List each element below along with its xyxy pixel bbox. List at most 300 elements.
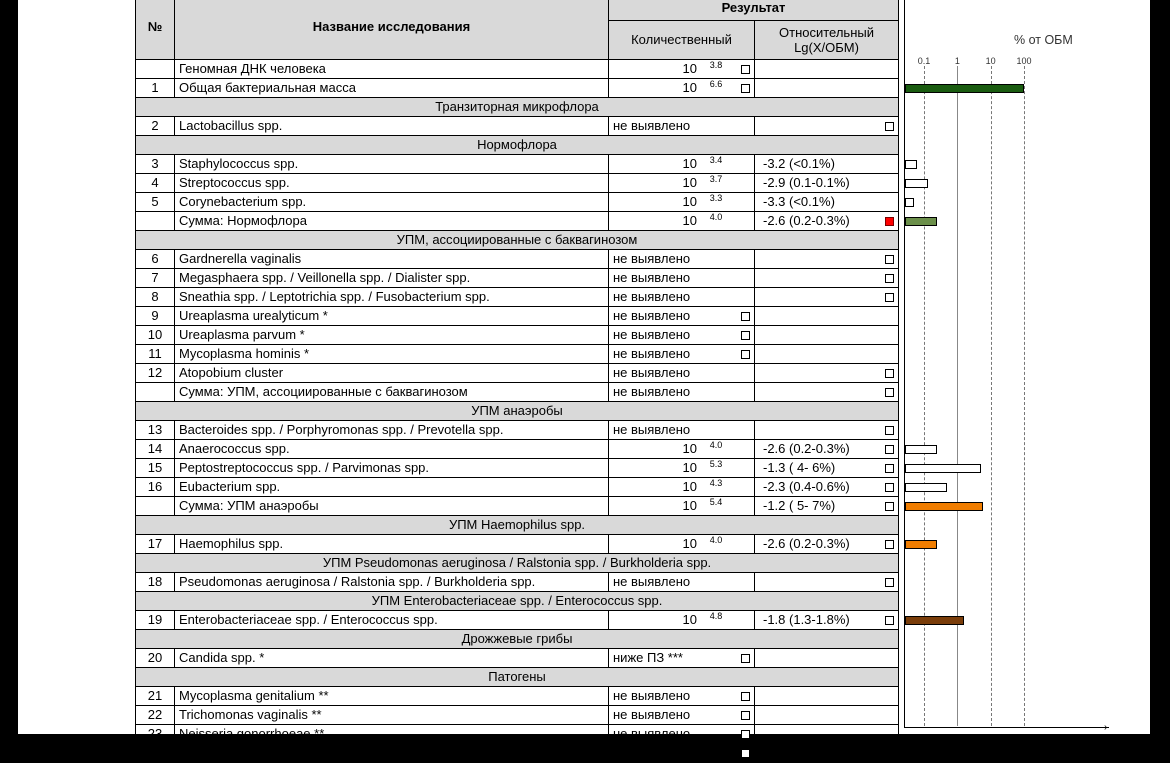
relative-cell bbox=[755, 573, 899, 592]
chart-bar bbox=[905, 160, 917, 169]
chart-bar bbox=[905, 616, 964, 625]
quantitative-text: не выявлено bbox=[613, 745, 691, 760]
quantitative-exponent: 4.0 bbox=[709, 535, 723, 545]
row-number: 18 bbox=[136, 573, 175, 592]
relative-value: -1.2 ( 5- 7%) bbox=[763, 498, 836, 513]
relative-cell bbox=[755, 174, 899, 193]
results-body bbox=[136, 60, 899, 763]
chart-bar bbox=[905, 483, 947, 492]
quantitative-wrap bbox=[613, 746, 750, 760]
row-number: 15 bbox=[136, 459, 175, 478]
table-row bbox=[136, 174, 899, 193]
section-title: Транзиторная микрофлора bbox=[136, 98, 899, 117]
report-page bbox=[18, 0, 1150, 760]
quantitative-wrap bbox=[613, 62, 750, 76]
quantitative-exponent: 3.3 bbox=[709, 193, 723, 203]
section-row bbox=[136, 402, 899, 421]
test-name: Pseudomonas aeruginosa / Ralstonia spp. / Burkholderia spp. bbox=[175, 573, 609, 592]
test-name: Streptococcus spp. bbox=[175, 174, 609, 193]
quantitative-cell bbox=[609, 440, 755, 459]
quantitative-wrap bbox=[613, 347, 750, 361]
test-name: Candida spp. * bbox=[175, 649, 609, 668]
section-row bbox=[136, 516, 899, 535]
chart-tick-label: 10 bbox=[985, 56, 996, 66]
relative-wrap bbox=[759, 274, 894, 283]
row-number: 10 bbox=[136, 326, 175, 345]
section-row bbox=[136, 630, 899, 649]
quantitative-wrap bbox=[613, 385, 750, 399]
quantitative-cell bbox=[609, 326, 755, 345]
relative-cell bbox=[755, 193, 899, 212]
relative-checkbox[interactable] bbox=[885, 464, 894, 473]
quantitative-text: не выявлено bbox=[613, 365, 691, 380]
section-row bbox=[136, 98, 899, 117]
chart-unit-label: % от ОБМ bbox=[1014, 33, 1073, 47]
section-title: Нормофлора bbox=[136, 136, 899, 155]
quantitative-cell bbox=[609, 459, 755, 478]
quantitative-base: 10 bbox=[682, 194, 697, 209]
quantitative-cell bbox=[609, 725, 755, 744]
quantitative-wrap bbox=[613, 537, 750, 551]
quantitative-wrap bbox=[613, 119, 750, 133]
chart-bar bbox=[905, 502, 983, 511]
table-row bbox=[136, 687, 899, 706]
quantitative-cell bbox=[609, 193, 755, 212]
quantitative-cell bbox=[609, 649, 755, 668]
section-row bbox=[136, 136, 899, 155]
quantitative-exponent: 4.0 bbox=[709, 212, 723, 222]
quantitative-cell bbox=[609, 212, 755, 231]
row-number: 4 bbox=[136, 174, 175, 193]
quantitative-cell bbox=[609, 60, 755, 79]
quantitative-wrap bbox=[613, 366, 750, 380]
header-relative-line2: Lg(X/ОБМ) bbox=[794, 40, 859, 55]
row-number: 7 bbox=[136, 269, 175, 288]
red-marker-checkbox[interactable] bbox=[885, 217, 894, 226]
row-number: 22 bbox=[136, 706, 175, 725]
relative-checkbox[interactable] bbox=[885, 502, 894, 511]
relative-wrap bbox=[759, 442, 894, 456]
quantitative-wrap bbox=[613, 176, 750, 190]
quantitative-wrap bbox=[613, 613, 750, 627]
quantitative-wrap bbox=[613, 423, 750, 437]
relative-cell bbox=[755, 459, 899, 478]
relative-value: -1.3 ( 4- 6%) bbox=[763, 460, 836, 475]
chart-bar bbox=[905, 198, 914, 207]
header-test-name: Название исследования bbox=[175, 0, 609, 60]
table-row bbox=[136, 478, 899, 497]
chart-bar bbox=[905, 540, 937, 549]
table-row bbox=[136, 497, 899, 516]
quantitative-base: 10 bbox=[682, 460, 697, 475]
relative-cell bbox=[755, 725, 899, 744]
quantitative-base: 10 bbox=[682, 156, 697, 171]
relative-wrap bbox=[759, 122, 894, 131]
quantitative-exponent: 3.4 bbox=[709, 155, 723, 165]
relative-wrap bbox=[759, 749, 894, 758]
relative-value: -1.8 (1.3-1.8%) bbox=[763, 612, 850, 627]
quantitative-base: 10 bbox=[682, 61, 697, 76]
quantitative-text: не выявлено bbox=[613, 346, 691, 361]
section-title: Дрожжевые грибы bbox=[136, 630, 899, 649]
table-row bbox=[136, 383, 899, 402]
table-row bbox=[136, 307, 899, 326]
relative-wrap bbox=[759, 426, 894, 435]
table-row bbox=[136, 60, 899, 79]
relative-wrap bbox=[759, 730, 894, 739]
section-title: УПМ Enterobacteriaceae spp. / Enterococcus spp. bbox=[136, 592, 899, 611]
table-row bbox=[136, 744, 899, 763]
test-name: Gardnerella vaginalis bbox=[175, 250, 609, 269]
quantitative-cell bbox=[609, 364, 755, 383]
quantitative-text: не выявлено bbox=[613, 251, 691, 266]
relative-cell bbox=[755, 535, 899, 554]
table-row bbox=[136, 649, 899, 668]
quantitative-wrap bbox=[613, 157, 750, 171]
relative-wrap bbox=[759, 312, 894, 321]
quantitative-cell bbox=[609, 345, 755, 364]
relative-cell bbox=[755, 611, 899, 630]
quantitative-cell bbox=[609, 117, 755, 136]
relative-cell bbox=[755, 288, 899, 307]
quantitative-wrap bbox=[613, 499, 750, 513]
quantitative-cell bbox=[609, 611, 755, 630]
relative-wrap bbox=[759, 195, 894, 209]
relative-cell bbox=[755, 250, 899, 269]
quantitative-cell bbox=[609, 307, 755, 326]
quant-checkbox[interactable] bbox=[741, 711, 750, 720]
row-number bbox=[136, 60, 175, 79]
relative-wrap bbox=[759, 711, 894, 720]
chart-bar bbox=[905, 445, 937, 454]
section-title: УПМ Haemophilus spp. bbox=[136, 516, 899, 535]
quantitative-text: не выявлено bbox=[613, 707, 691, 722]
quantitative-cell bbox=[609, 269, 755, 288]
section-title: УПМ анаэробы bbox=[136, 402, 899, 421]
section-title: УПМ Pseudomonas aeruginosa / Ralstonia spp. / Burkholderia spp. bbox=[136, 554, 899, 573]
test-name: Haemophilus spp. bbox=[175, 535, 609, 554]
quantitative-wrap bbox=[613, 480, 750, 494]
quant-checkbox[interactable] bbox=[741, 84, 750, 93]
relative-cell bbox=[755, 60, 899, 79]
row-number: 12 bbox=[136, 364, 175, 383]
quantitative-text: не выявлено bbox=[613, 289, 691, 304]
test-name: Peptostreptococcus spp. / Parvimonas spp. bbox=[175, 459, 609, 478]
relative-wrap bbox=[759, 255, 894, 264]
quantitative-wrap bbox=[613, 195, 750, 209]
relative-cell bbox=[755, 383, 899, 402]
header-quantitative: Количественный bbox=[609, 21, 755, 60]
quant-checkbox[interactable] bbox=[741, 692, 750, 701]
test-name: Anaerococcus spp. bbox=[175, 440, 609, 459]
row-number: 20 bbox=[136, 649, 175, 668]
row-number: 3 bbox=[136, 155, 175, 174]
test-name: Neisseria gonorrhoeae ** bbox=[175, 725, 609, 744]
table-row bbox=[136, 212, 899, 231]
header-number: № bbox=[136, 0, 175, 60]
quant-checkbox[interactable] bbox=[741, 730, 750, 739]
quantitative-cell bbox=[609, 250, 755, 269]
quantitative-cell bbox=[609, 497, 755, 516]
quantitative-text: не выявлено bbox=[613, 118, 691, 133]
quantitative-text: не выявлено bbox=[613, 422, 691, 437]
quantitative-base: 10 bbox=[682, 612, 697, 627]
relative-cell bbox=[755, 79, 899, 98]
relative-cell bbox=[755, 744, 899, 763]
quantitative-wrap bbox=[613, 689, 750, 703]
axis-arrow-icon: › bbox=[1104, 722, 1108, 733]
relative-wrap bbox=[759, 692, 894, 701]
relative-cell bbox=[755, 440, 899, 459]
relative-cell bbox=[755, 649, 899, 668]
row-number: 9 bbox=[136, 307, 175, 326]
quantitative-wrap bbox=[613, 461, 750, 475]
header-relative-line1: Относительный bbox=[779, 25, 874, 40]
test-name: Mycoplasma hominis * bbox=[175, 345, 609, 364]
relative-wrap bbox=[759, 157, 894, 171]
test-name: Сумма: Нормофлора bbox=[175, 212, 609, 231]
relative-cell bbox=[755, 212, 899, 231]
quantitative-base: 10 bbox=[682, 479, 697, 494]
row-number: 21 bbox=[136, 687, 175, 706]
quantitative-base: 10 bbox=[682, 498, 697, 513]
table-row bbox=[136, 459, 899, 478]
quantitative-wrap bbox=[613, 727, 750, 741]
test-name: Enterobacteriaceae spp. / Enterococcus spp. bbox=[175, 611, 609, 630]
row-number: 2 bbox=[136, 117, 175, 136]
row-number: 1 bbox=[136, 79, 175, 98]
quantitative-wrap bbox=[613, 290, 750, 304]
relative-cell bbox=[755, 307, 899, 326]
quantitative-exponent: 6.6 bbox=[709, 79, 723, 89]
quant-checkbox[interactable] bbox=[741, 65, 750, 74]
test-name: Mycoplasma genitalium ** bbox=[175, 687, 609, 706]
relative-checkbox[interactable] bbox=[885, 578, 894, 587]
relative-cell bbox=[755, 687, 899, 706]
chart-tick-label: 0.1 bbox=[917, 56, 931, 66]
quantitative-cell bbox=[609, 421, 755, 440]
row-number bbox=[136, 383, 175, 402]
test-name: Staphylococcus spp. bbox=[175, 155, 609, 174]
section-row bbox=[136, 554, 899, 573]
relative-wrap bbox=[759, 350, 894, 359]
relative-cell bbox=[755, 706, 899, 725]
relative-wrap bbox=[759, 388, 894, 397]
relative-cell bbox=[755, 364, 899, 383]
quantitative-exponent: 5.3 bbox=[709, 459, 723, 469]
relative-wrap bbox=[759, 214, 894, 228]
quantitative-cell bbox=[609, 174, 755, 193]
table-row bbox=[136, 326, 899, 345]
relative-value: -2.6 (0.2-0.3%) bbox=[763, 441, 850, 456]
table-row bbox=[136, 79, 899, 98]
quantitative-exponent: 4.0 bbox=[709, 440, 723, 450]
relative-value: -3.3 (<0.1%) bbox=[763, 194, 835, 209]
quantitative-cell bbox=[609, 687, 755, 706]
chart-gridline bbox=[1024, 66, 1025, 726]
table-row bbox=[136, 345, 899, 364]
section-row bbox=[136, 668, 899, 687]
quantitative-cell bbox=[609, 744, 755, 763]
relative-wrap bbox=[759, 176, 894, 190]
row-number: 8 bbox=[136, 288, 175, 307]
quantitative-cell bbox=[609, 706, 755, 725]
quantitative-base: 10 bbox=[682, 80, 697, 95]
relative-wrap bbox=[759, 537, 894, 551]
relative-wrap bbox=[759, 84, 894, 93]
relative-checkbox[interactable] bbox=[885, 255, 894, 264]
chart-gridline bbox=[924, 66, 925, 726]
row-number: 24 bbox=[136, 744, 175, 763]
chart-gridline bbox=[957, 66, 958, 726]
quant-checkbox[interactable] bbox=[741, 350, 750, 359]
relative-checkbox[interactable] bbox=[885, 274, 894, 283]
test-name: Chlamydia trachomatis ** bbox=[175, 744, 609, 763]
test-name: Сумма: УПМ анаэробы bbox=[175, 497, 609, 516]
test-name: Atopobium cluster bbox=[175, 364, 609, 383]
quantitative-cell bbox=[609, 288, 755, 307]
chart-tick-label: 100 bbox=[1016, 56, 1032, 66]
test-name: Trichomonas vaginalis ** bbox=[175, 706, 609, 725]
row-number: 6 bbox=[136, 250, 175, 269]
test-name: Ureaplasma urealyticum * bbox=[175, 307, 609, 326]
quantitative-base: 10 bbox=[682, 213, 697, 228]
chart-tick-label: 1 bbox=[954, 56, 960, 66]
quantitative-exponent: 3.8 bbox=[709, 60, 723, 70]
quantitative-wrap bbox=[613, 214, 750, 228]
quantitative-text: не выявлено bbox=[613, 384, 691, 399]
relative-checkbox[interactable] bbox=[885, 122, 894, 131]
quantitative-wrap bbox=[613, 651, 750, 665]
relative-cell bbox=[755, 269, 899, 288]
test-name: Сумма: УПМ, ассоциированные с баквагинозом bbox=[175, 383, 609, 402]
relative-checkbox[interactable] bbox=[885, 483, 894, 492]
relative-wrap bbox=[759, 65, 894, 74]
quantitative-text: не выявлено bbox=[613, 327, 691, 342]
table-row bbox=[136, 535, 899, 554]
test-name: Bacteroides spp. / Porphyromonas spp. / Prevotella spp. bbox=[175, 421, 609, 440]
quantitative-wrap bbox=[613, 575, 750, 589]
relative-wrap bbox=[759, 480, 894, 494]
table-row bbox=[136, 440, 899, 459]
row-number: 19 bbox=[136, 611, 175, 630]
section-row bbox=[136, 231, 899, 250]
row-number: 13 bbox=[136, 421, 175, 440]
quantitative-wrap bbox=[613, 81, 750, 95]
quantitative-text: не выявлено bbox=[613, 726, 691, 741]
section-title: Патогены bbox=[136, 668, 899, 687]
row-number: 14 bbox=[136, 440, 175, 459]
header-relative bbox=[755, 21, 899, 60]
chart-bar bbox=[905, 217, 937, 226]
chart-bar bbox=[905, 464, 981, 473]
relative-checkbox[interactable] bbox=[885, 293, 894, 302]
test-name: Геномная ДНК человека bbox=[175, 60, 609, 79]
relative-value: -2.3 (0.4-0.6%) bbox=[763, 479, 850, 494]
table-row bbox=[136, 193, 899, 212]
quantitative-wrap bbox=[613, 309, 750, 323]
quant-checkbox[interactable] bbox=[741, 312, 750, 321]
chart-bar bbox=[905, 84, 1024, 93]
row-number: 11 bbox=[136, 345, 175, 364]
quantitative-wrap bbox=[613, 328, 750, 342]
test-name: Lactobacillus spp. bbox=[175, 117, 609, 136]
quantitative-text: не выявлено bbox=[613, 574, 691, 589]
row-number bbox=[136, 212, 175, 231]
relative-checkbox[interactable] bbox=[885, 445, 894, 454]
quantitative-cell bbox=[609, 478, 755, 497]
table-row bbox=[136, 117, 899, 136]
relative-checkbox[interactable] bbox=[885, 616, 894, 625]
relative-value: -3.2 (<0.1%) bbox=[763, 156, 835, 171]
quantitative-cell bbox=[609, 573, 755, 592]
quantitative-wrap bbox=[613, 252, 750, 266]
quantitative-cell bbox=[609, 383, 755, 402]
section-row bbox=[136, 592, 899, 611]
results-table bbox=[135, 0, 899, 763]
relative-value: -2.9 (0.1-0.1%) bbox=[763, 175, 850, 190]
row-number: 23 bbox=[136, 725, 175, 744]
relative-value: -2.6 (0.2-0.3%) bbox=[763, 536, 850, 551]
row-number bbox=[136, 497, 175, 516]
relative-cell bbox=[755, 478, 899, 497]
table-row bbox=[136, 421, 899, 440]
table-row bbox=[136, 611, 899, 630]
test-name: Corynebacterium spp. bbox=[175, 193, 609, 212]
row-number: 17 bbox=[136, 535, 175, 554]
relative-wrap bbox=[759, 654, 894, 663]
table-row bbox=[136, 269, 899, 288]
header-result: Результат bbox=[609, 0, 899, 21]
quantitative-wrap bbox=[613, 708, 750, 722]
relative-wrap bbox=[759, 461, 894, 475]
relative-checkbox[interactable] bbox=[885, 369, 894, 378]
relative-cell bbox=[755, 497, 899, 516]
relative-checkbox[interactable] bbox=[885, 426, 894, 435]
quantitative-exponent: 5.4 bbox=[709, 497, 723, 507]
quantitative-text: ниже ПЗ *** bbox=[613, 650, 683, 665]
table-row bbox=[136, 573, 899, 592]
quantitative-cell bbox=[609, 535, 755, 554]
table-row bbox=[136, 288, 899, 307]
chart-x-axis bbox=[904, 727, 1109, 728]
relative-cell bbox=[755, 326, 899, 345]
quant-checkbox[interactable] bbox=[741, 331, 750, 340]
quantitative-cell bbox=[609, 155, 755, 174]
quantitative-cell bbox=[609, 79, 755, 98]
test-name: Общая бактериальная масса bbox=[175, 79, 609, 98]
quant-checkbox[interactable] bbox=[741, 749, 750, 758]
quantitative-base: 10 bbox=[682, 175, 697, 190]
table-row bbox=[136, 706, 899, 725]
section-title: УПМ, ассоциированные с баквагинозом bbox=[136, 231, 899, 250]
relative-checkbox[interactable] bbox=[885, 388, 894, 397]
relative-wrap bbox=[759, 578, 894, 587]
relative-checkbox[interactable] bbox=[885, 540, 894, 549]
test-name: Megasphaera spp. / Veillonella spp. / Dialister spp. bbox=[175, 269, 609, 288]
table-row bbox=[136, 364, 899, 383]
test-name: Ureaplasma parvum * bbox=[175, 326, 609, 345]
relative-wrap bbox=[759, 369, 894, 378]
quantitative-exponent: 4.8 bbox=[709, 611, 723, 621]
table-row bbox=[136, 725, 899, 744]
quantitative-text: не выявлено bbox=[613, 308, 691, 323]
relative-wrap bbox=[759, 613, 894, 627]
quant-checkbox[interactable] bbox=[741, 654, 750, 663]
relative-wrap bbox=[759, 499, 894, 513]
relative-cell bbox=[755, 155, 899, 174]
relative-cell bbox=[755, 345, 899, 364]
